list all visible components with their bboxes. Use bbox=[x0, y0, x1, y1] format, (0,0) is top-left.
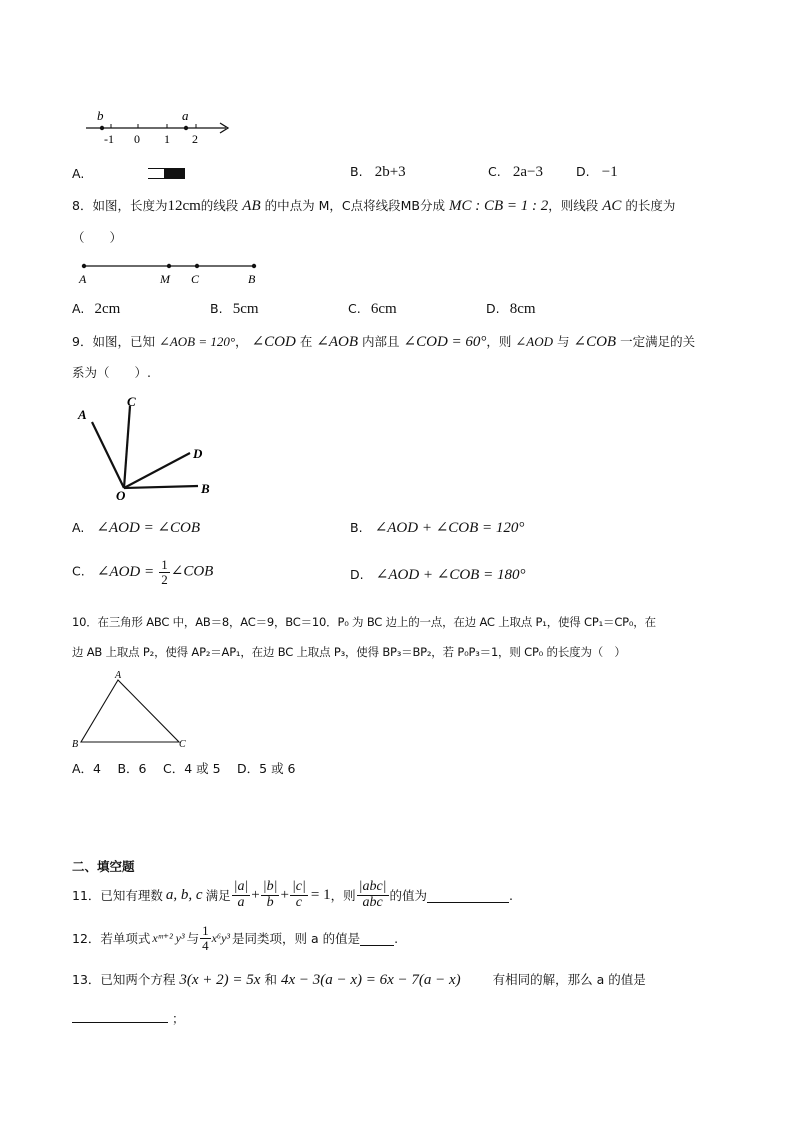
q9-text: 一定满足的关 bbox=[620, 334, 696, 349]
angle-label: A bbox=[78, 407, 87, 422]
tick-label: -1 bbox=[104, 132, 114, 146]
denominator: a bbox=[237, 894, 245, 910]
option-a-image bbox=[148, 168, 185, 179]
fraction bbox=[357, 880, 389, 910]
q12-stem bbox=[72, 920, 398, 956]
angle-label: B bbox=[201, 481, 210, 496]
option-value: 6cm bbox=[370, 301, 397, 317]
q8-text: 8．如图，长度为 bbox=[72, 198, 168, 213]
q9-angle-figure bbox=[72, 392, 222, 504]
triangle-label: A bbox=[115, 670, 122, 681]
triangle-label: B bbox=[72, 739, 79, 750]
q9-angle: ∠COD = 60° bbox=[403, 334, 487, 350]
section-title: 二、填空题 bbox=[72, 859, 135, 874]
q13-answer-line bbox=[72, 1008, 185, 1027]
q12-text: 与 bbox=[186, 931, 200, 946]
label-a: a bbox=[182, 108, 189, 123]
q9-option-c bbox=[72, 558, 213, 586]
q8-text: ，则线段 bbox=[548, 198, 599, 213]
tick-label: 1 bbox=[164, 132, 170, 146]
option-value: ∠AOD = bbox=[96, 563, 155, 580]
denominator: abc bbox=[362, 894, 383, 910]
q9-text: 与 bbox=[557, 334, 570, 349]
option-value: ∠AOD + ∠COB = 120° bbox=[374, 520, 525, 536]
q13-stem bbox=[72, 970, 646, 989]
q12-text: 是同类项，则 a 的值是 bbox=[232, 931, 361, 946]
q11-equals: = 1 bbox=[310, 886, 331, 903]
fraction bbox=[290, 880, 308, 910]
seg-label: B bbox=[248, 272, 256, 286]
option-value: 5cm bbox=[232, 301, 259, 317]
q8-length: 12cm bbox=[167, 198, 201, 214]
q9-text: 在 bbox=[299, 334, 313, 349]
q13-text: 和 bbox=[264, 972, 277, 987]
q11-text: ，则 bbox=[330, 888, 356, 903]
q7-option-c bbox=[488, 164, 543, 181]
q8-answer-paren: （ ） bbox=[72, 230, 123, 245]
q13-text: 13．已知两个方程 bbox=[72, 972, 176, 987]
q9-stem bbox=[72, 332, 695, 351]
q13-text: ； bbox=[171, 1011, 185, 1026]
fraction bbox=[232, 880, 251, 910]
fraction bbox=[200, 924, 211, 952]
q8-segment: AB bbox=[242, 198, 261, 214]
option-value: ∠COB bbox=[170, 563, 214, 580]
seg-label: C bbox=[191, 272, 200, 286]
seg-label: A bbox=[79, 272, 87, 286]
tick-label: 2 bbox=[192, 132, 198, 146]
point-a bbox=[184, 126, 188, 130]
fraction bbox=[261, 880, 280, 910]
q9-angle: ∠AOD bbox=[515, 334, 554, 349]
plus-sign: + bbox=[280, 886, 289, 903]
denominator: 4 bbox=[202, 937, 209, 953]
triangle-label: C bbox=[179, 739, 186, 750]
option-label: A. bbox=[72, 301, 85, 316]
numerator: |abc| bbox=[358, 878, 387, 894]
number-line-figure bbox=[80, 104, 240, 148]
option-label: B. bbox=[350, 164, 363, 179]
q11-text: 的值为 bbox=[389, 888, 428, 903]
option-label: D. bbox=[576, 164, 590, 179]
option-value: 2a−3 bbox=[512, 164, 543, 180]
q10-stem-line2: 边 AB 上取点 P₂，使得 AP₂＝AP₁，在边 BC 上取点 P₃，使得 BP₃＝BP₂，若 P₀P₃＝1，则 CP₀ 的长度为（ ） bbox=[72, 645, 626, 659]
denominator: b bbox=[266, 894, 274, 910]
q8-text: 的中点为 M，C点将线段MB分成 bbox=[264, 198, 445, 213]
q11-text: . bbox=[509, 887, 514, 903]
label-b: b bbox=[97, 108, 104, 123]
q10-stem-line1: 10．在三角形 ABC 中，AB＝8，AC＝9，BC＝10．P₀ 为 BC 边上的一点，在边 AC 上取点 P₁，使得 CP₁＝CP₀，在 bbox=[72, 615, 656, 629]
angle-label: O bbox=[116, 488, 126, 503]
option-label: A. bbox=[72, 166, 85, 181]
q12-monomial: x⁶y³ bbox=[211, 930, 231, 945]
option-value: 2b+3 bbox=[374, 164, 406, 180]
option-value: −1 bbox=[601, 164, 618, 180]
option-label: A. bbox=[72, 520, 85, 535]
q8-target: AC bbox=[602, 198, 622, 214]
option-label: D. bbox=[350, 567, 364, 582]
numerator: 1 bbox=[161, 557, 168, 572]
option-value: 8cm bbox=[509, 301, 536, 317]
angle-label: D bbox=[193, 446, 203, 461]
q8-segment-figure bbox=[74, 256, 274, 288]
numerator: |a| bbox=[233, 878, 249, 894]
option-label: D. bbox=[486, 301, 500, 316]
numerator: 1 bbox=[202, 922, 209, 938]
option-value: ∠AOD = ∠COB bbox=[96, 520, 201, 536]
option-label: C. bbox=[348, 301, 361, 316]
tick-label: 0 bbox=[134, 132, 140, 146]
q10-triangle-figure bbox=[70, 668, 200, 752]
answer-blank[interactable] bbox=[427, 888, 509, 903]
q12-text: 12．若单项式 bbox=[72, 931, 151, 946]
q8-text: 的线段 bbox=[200, 198, 239, 213]
plus-sign: + bbox=[251, 886, 260, 903]
q12-monomial: xᵐ⁺² y³ bbox=[152, 930, 185, 945]
option-label: B. bbox=[350, 520, 363, 535]
fraction-half bbox=[159, 558, 170, 586]
q7-option-d bbox=[576, 164, 618, 181]
q9-text: 9．如图，已知 bbox=[72, 334, 155, 349]
denominator: 2 bbox=[161, 571, 168, 587]
option-value: ∠AOD + ∠COB = 180° bbox=[375, 567, 526, 583]
q8-stem bbox=[72, 196, 675, 215]
q7-option-a bbox=[72, 166, 125, 181]
option-label: C. bbox=[488, 164, 501, 179]
q9-angle: ∠AOB bbox=[316, 334, 359, 350]
q8-ratio: MC : CB = 1 : 2 bbox=[448, 198, 549, 214]
q9-option-a bbox=[72, 518, 200, 537]
q8-option-d bbox=[486, 301, 536, 318]
q9-angle: ∠COD bbox=[251, 334, 296, 350]
q9-text: 内部且 bbox=[362, 334, 400, 349]
option-label: C. bbox=[72, 563, 85, 579]
angle-label: C bbox=[127, 394, 136, 409]
q11-stem bbox=[72, 876, 513, 914]
denominator: c bbox=[295, 894, 302, 910]
q8-option-a bbox=[72, 301, 120, 318]
q7-option-b bbox=[350, 164, 406, 181]
numerator: |c| bbox=[291, 878, 306, 894]
q12-text: . bbox=[394, 930, 399, 946]
q11-vars: a, b, c bbox=[165, 886, 203, 903]
seg-label: M bbox=[160, 272, 170, 286]
answer-blank[interactable] bbox=[360, 931, 394, 946]
q13-equation: 3(x + 2) = 5x bbox=[179, 972, 261, 988]
q9-text: ， bbox=[235, 334, 248, 349]
q8-option-b bbox=[210, 301, 259, 318]
option-value: 2cm bbox=[94, 301, 121, 317]
answer-blank[interactable] bbox=[72, 1008, 168, 1023]
q13-text: 有相同的解，那么 a 的值是 bbox=[492, 972, 646, 987]
q9-angle: ∠COB bbox=[573, 334, 617, 350]
point-b bbox=[100, 126, 104, 130]
option-label: B. bbox=[210, 301, 223, 316]
q11-text: 满足 bbox=[205, 888, 231, 903]
numerator: |b| bbox=[262, 878, 278, 894]
q8-text: 的长度为 bbox=[625, 198, 676, 213]
q10-options: A．4 B．6 C．4 或 5 D．5 或 6 bbox=[72, 761, 296, 776]
q8-option-c bbox=[348, 301, 397, 318]
q9-option-b bbox=[350, 518, 524, 537]
q9-angle: ∠AOB = 120° bbox=[158, 334, 236, 349]
q13-equation: 4x − 3(a − x) = 6x − 7(a − x) bbox=[280, 972, 461, 988]
q9-option-d bbox=[350, 565, 525, 584]
q11-text: 11．已知有理数 bbox=[72, 888, 163, 903]
q9-text: ，则 bbox=[486, 334, 512, 349]
q9-stem-line2: 系为（ ）. bbox=[72, 365, 151, 380]
